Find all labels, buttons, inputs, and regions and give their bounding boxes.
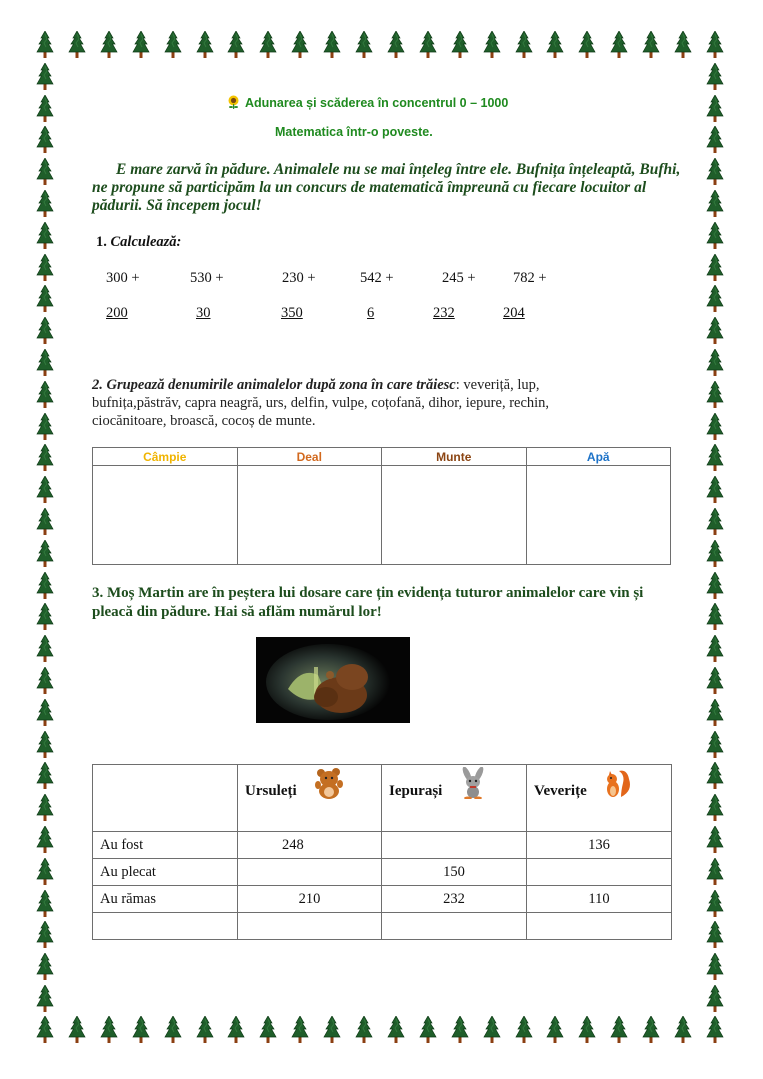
pine-tree-icon bbox=[610, 31, 628, 59]
pine-tree-icon bbox=[451, 1016, 469, 1044]
pine-tree-icon bbox=[578, 31, 596, 59]
task2-lead: 2. Grupează denumirile animalelor după zona în care trăiesc bbox=[92, 377, 456, 393]
pine-tree-icon bbox=[323, 1016, 341, 1044]
pine-tree-icon bbox=[36, 95, 54, 123]
pine-tree-icon bbox=[36, 921, 54, 949]
pine-tree-icon bbox=[36, 985, 54, 1013]
header-label: Ursuleți bbox=[245, 783, 297, 799]
pine-tree-icon bbox=[36, 603, 54, 631]
answer-cell-apa[interactable] bbox=[526, 466, 671, 565]
pine-tree-icon bbox=[674, 1016, 692, 1044]
bear-cave-image bbox=[256, 637, 410, 723]
title-text: Adunarea și scăderea în concentrul 0 – 1000 bbox=[245, 96, 509, 110]
pine-tree-icon bbox=[36, 890, 54, 918]
pine-tree-icon bbox=[387, 31, 405, 59]
task2-instructions bbox=[92, 376, 622, 430]
pine-tree-icon bbox=[36, 953, 54, 981]
pine-tree-icon bbox=[36, 826, 54, 854]
pine-tree-icon bbox=[36, 572, 54, 600]
pine-tree-icon bbox=[706, 890, 724, 918]
answer-cell-campie[interactable] bbox=[93, 466, 238, 565]
pine-tree-icon bbox=[419, 1016, 437, 1044]
value-cell[interactable]: 150 bbox=[382, 859, 527, 886]
task1-number: 1. bbox=[96, 234, 107, 250]
pine-tree-icon bbox=[706, 444, 724, 472]
task1-heading bbox=[96, 234, 181, 251]
task2-animal-list: : veveriță, lup, bufnița,păstrăv, capra neagră, urs, delfin, vulpe, coțofană, dihor, iepure, rechin, ciocănitoare, broască, cocoș de munte. bbox=[92, 377, 550, 429]
pine-tree-icon bbox=[515, 1016, 533, 1044]
pine-tree-icon bbox=[36, 858, 54, 886]
header-iepurasi bbox=[382, 765, 527, 832]
column-munte: Munte bbox=[382, 448, 527, 466]
pine-tree-icon bbox=[706, 858, 724, 886]
value-cell[interactable] bbox=[527, 913, 672, 940]
value-cell[interactable] bbox=[527, 859, 672, 886]
pine-tree-icon bbox=[68, 1016, 86, 1044]
value-cell[interactable] bbox=[238, 913, 382, 940]
value-cell[interactable]: 136 bbox=[527, 832, 672, 859]
pine-tree-icon bbox=[706, 31, 724, 59]
pine-tree-icon bbox=[36, 794, 54, 822]
pine-tree-icon bbox=[291, 31, 309, 59]
pine-tree-icon bbox=[36, 731, 54, 759]
pine-tree-icon bbox=[36, 349, 54, 377]
pine-tree-icon bbox=[610, 1016, 628, 1044]
pine-tree-icon bbox=[706, 572, 724, 600]
story-paragraph: E mare zarvă în pădure. Animalele nu se mai înțeleg între ele. Bufnița înțeleaptă, Bufhi, ne propune să participăm la un concurs de matematică împreună cu fiecare locuitor al pădurii. Să începem jocul! bbox=[92, 161, 681, 214]
pine-tree-icon bbox=[132, 1016, 150, 1044]
pine-tree-icon bbox=[36, 1016, 54, 1044]
pine-tree-icon bbox=[706, 126, 724, 154]
value-cell[interactable] bbox=[238, 859, 382, 886]
pine-tree-icon bbox=[642, 1016, 660, 1044]
pine-tree-icon bbox=[36, 508, 54, 536]
pine-tree-icon bbox=[706, 699, 724, 727]
pine-tree-icon bbox=[706, 667, 724, 695]
operation-top: 782 + bbox=[513, 270, 547, 286]
operation-bottom: 232 bbox=[433, 305, 455, 321]
pine-tree-icon bbox=[706, 953, 724, 981]
pine-tree-icon bbox=[706, 540, 724, 568]
operation-bottom: 204 bbox=[503, 305, 525, 321]
pine-tree-icon bbox=[706, 826, 724, 854]
pine-tree-icon bbox=[483, 31, 501, 59]
pine-tree-icon bbox=[36, 635, 54, 663]
pine-tree-icon bbox=[578, 1016, 596, 1044]
squirrel-icon bbox=[601, 767, 633, 799]
header-ursuleti bbox=[238, 765, 382, 832]
pine-tree-icon bbox=[706, 413, 724, 441]
pine-tree-icon bbox=[36, 381, 54, 409]
operation-bottom: 200 bbox=[106, 305, 128, 321]
pine-tree-icon bbox=[36, 285, 54, 313]
pine-tree-icon bbox=[36, 126, 54, 154]
pine-tree-icon bbox=[706, 921, 724, 949]
operation-bottom: 6 bbox=[367, 305, 375, 321]
pine-tree-icon bbox=[164, 1016, 182, 1044]
pine-tree-icon bbox=[419, 31, 437, 59]
pine-tree-icon bbox=[706, 476, 724, 504]
sunflower-icon bbox=[227, 95, 240, 109]
pine-tree-icon bbox=[164, 31, 182, 59]
rabbit-icon bbox=[458, 767, 488, 799]
pine-tree-icon bbox=[227, 1016, 245, 1044]
task3-instructions: 3. Moș Martin are în peștera lui dosare care țin evidența tuturor animalelor care vin și pleacă din pădure. Hai să aflăm numărul lor! bbox=[92, 585, 644, 620]
row-label: Au fost bbox=[93, 832, 238, 859]
pine-tree-icon bbox=[706, 254, 724, 282]
operation-bottom: 350 bbox=[281, 305, 303, 321]
header-veverite bbox=[527, 765, 672, 832]
page-title bbox=[227, 95, 508, 110]
pine-tree-icon bbox=[355, 1016, 373, 1044]
pine-tree-icon bbox=[387, 1016, 405, 1044]
pine-tree-icon bbox=[706, 381, 724, 409]
value-cell[interactable] bbox=[382, 832, 527, 859]
habitat-table bbox=[92, 447, 671, 565]
pine-tree-icon bbox=[36, 476, 54, 504]
header-label: Veverițe bbox=[534, 783, 587, 799]
answer-cell-munte[interactable] bbox=[382, 466, 527, 565]
pine-tree-icon bbox=[100, 31, 118, 59]
pine-tree-icon bbox=[196, 31, 214, 59]
operation-top: 530 + bbox=[190, 270, 224, 286]
pine-tree-icon bbox=[323, 31, 341, 59]
pine-tree-icon bbox=[36, 254, 54, 282]
pine-tree-icon bbox=[36, 540, 54, 568]
pine-tree-icon bbox=[36, 31, 54, 59]
pine-tree-icon bbox=[706, 317, 724, 345]
pine-tree-icon bbox=[36, 158, 54, 186]
page-subtitle: Matematica într-o poveste. bbox=[275, 125, 433, 139]
pine-tree-icon bbox=[706, 762, 724, 790]
task1-label: Calculează: bbox=[110, 234, 182, 250]
pine-tree-icon bbox=[706, 731, 724, 759]
pine-tree-icon bbox=[227, 31, 245, 59]
pine-tree-icon bbox=[706, 190, 724, 218]
pine-tree-icon bbox=[68, 31, 86, 59]
pine-tree-icon bbox=[36, 63, 54, 91]
value-cell[interactable]: 232 bbox=[382, 886, 527, 913]
pine-tree-icon bbox=[642, 31, 660, 59]
pine-tree-icon bbox=[100, 1016, 118, 1044]
pine-tree-icon bbox=[483, 1016, 501, 1044]
pine-tree-icon bbox=[36, 317, 54, 345]
pine-tree-icon bbox=[36, 444, 54, 472]
pine-tree-icon bbox=[259, 1016, 277, 1044]
operation-top: 300 + bbox=[106, 270, 140, 286]
animal-count-table bbox=[92, 764, 672, 940]
pine-tree-icon bbox=[36, 190, 54, 218]
operation-top: 245 + bbox=[442, 270, 476, 286]
pine-tree-icon bbox=[196, 1016, 214, 1044]
pine-tree-icon bbox=[36, 413, 54, 441]
pine-tree-icon bbox=[36, 222, 54, 250]
pine-tree-icon bbox=[291, 1016, 309, 1044]
pine-tree-icon bbox=[451, 31, 469, 59]
pine-tree-icon bbox=[674, 31, 692, 59]
pine-tree-icon bbox=[706, 158, 724, 186]
pine-tree-icon bbox=[259, 31, 277, 59]
column-apa: Apă bbox=[526, 448, 671, 466]
pine-tree-icon bbox=[132, 31, 150, 59]
pine-tree-icon bbox=[515, 31, 533, 59]
pine-tree-icon bbox=[36, 667, 54, 695]
pine-tree-icon bbox=[706, 603, 724, 631]
pine-tree-icon bbox=[706, 63, 724, 91]
answer-cell-deal[interactable] bbox=[237, 466, 382, 565]
column-campie: Câmpie bbox=[93, 448, 238, 466]
row-label bbox=[93, 913, 238, 940]
pine-tree-icon bbox=[706, 635, 724, 663]
value-cell[interactable]: 210 bbox=[238, 886, 382, 913]
pine-tree-icon bbox=[706, 1016, 724, 1044]
value-cell[interactable]: 110 bbox=[527, 886, 672, 913]
operation-top: 542 + bbox=[360, 270, 394, 286]
bear-icon bbox=[314, 767, 344, 799]
pine-tree-icon bbox=[546, 31, 564, 59]
pine-tree-icon bbox=[546, 1016, 564, 1044]
row-label: Au plecat bbox=[93, 859, 238, 886]
header-empty-cell bbox=[93, 765, 238, 832]
pine-tree-icon bbox=[706, 508, 724, 536]
pine-tree-icon bbox=[706, 285, 724, 313]
pine-tree-icon bbox=[36, 762, 54, 790]
pine-tree-icon bbox=[355, 31, 373, 59]
pine-tree-icon bbox=[706, 794, 724, 822]
column-deal: Deal bbox=[237, 448, 382, 466]
pine-tree-icon bbox=[706, 222, 724, 250]
operation-bottom: 30 bbox=[196, 305, 211, 321]
header-label: Iepurași bbox=[389, 783, 443, 799]
row-label: Au rămas bbox=[93, 886, 238, 913]
pine-tree-icon bbox=[36, 699, 54, 727]
pine-tree-icon bbox=[706, 349, 724, 377]
value-cell[interactable]: 248 bbox=[238, 832, 382, 859]
pine-tree-icon bbox=[706, 95, 724, 123]
value-cell[interactable] bbox=[382, 913, 527, 940]
operation-top: 230 + bbox=[282, 270, 316, 286]
pine-tree-icon bbox=[706, 985, 724, 1013]
